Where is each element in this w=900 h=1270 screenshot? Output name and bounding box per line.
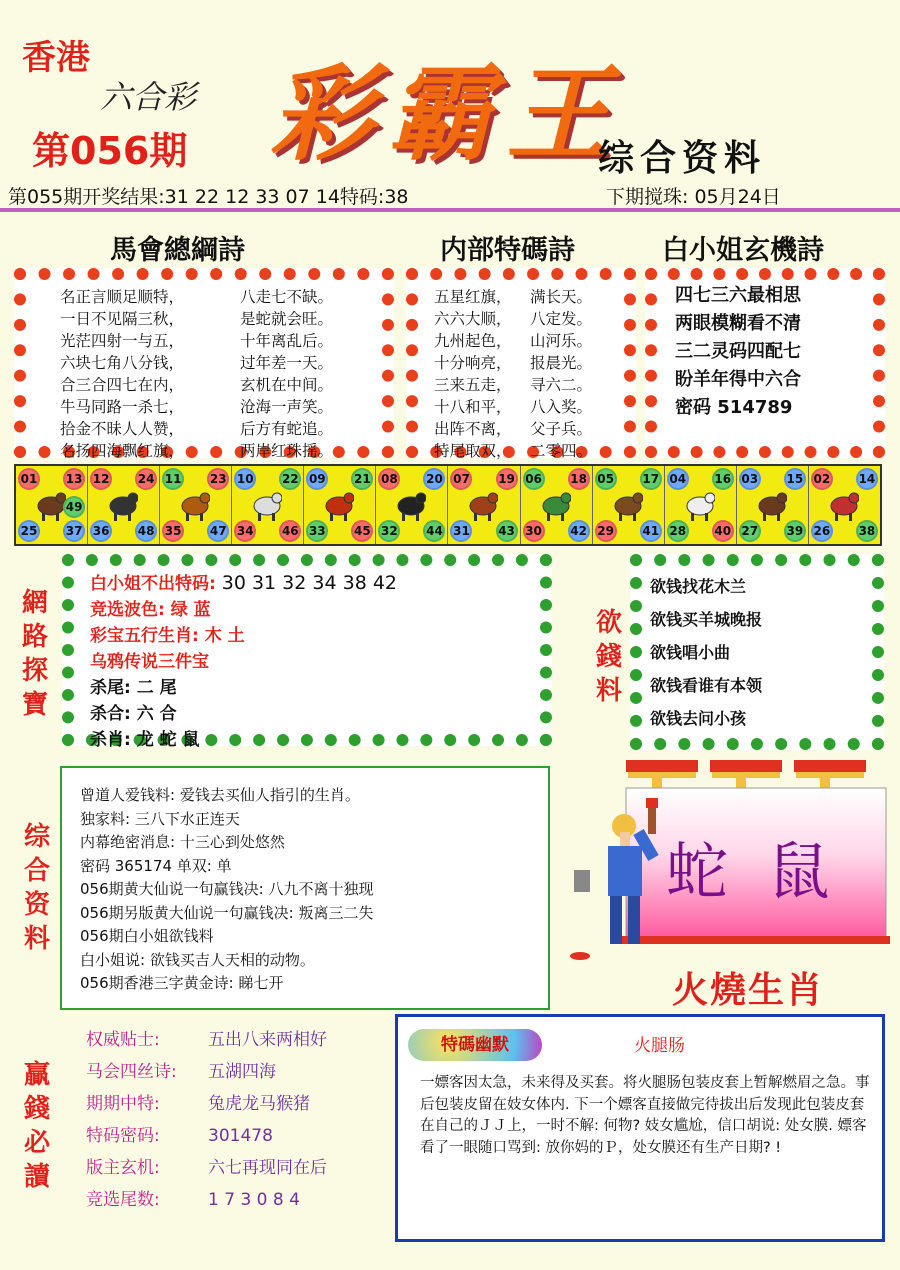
treasure-line4: 乌鸦传说三件宝 [90,652,209,672]
number-ball: 18 [568,468,590,490]
comprehensive-item: 独家料: 三八下水正连天 [80,809,240,828]
number-ball: 24 [135,468,157,490]
inner-poem-line [434,352,624,374]
zodiac-cell-monkey [593,466,665,544]
rabbit-icon [252,486,282,522]
horse-poem-left: 牛马同路一杀七， [60,398,185,416]
treasure-line1-label: 白小姐不出特码: [90,574,216,594]
horse-poem-left: 名扬四海飘红旗， [60,442,185,460]
bai-poem-box [645,268,885,458]
number-ball: 30 [523,520,545,542]
inner-poem-title: 内部特碼詩 [440,235,575,266]
horse-poem-title: 馬會總綱詩 [110,235,245,266]
money-item: 欲钱买羊城晚报 [650,610,763,629]
net-treasure-box [62,554,552,750]
horse-poem-right: 后方有蛇追。 [240,420,334,438]
number-ball: 47 [207,520,229,542]
zodiac-cell-tiger [160,466,232,544]
horse-poem-line [60,352,382,374]
number-ball: 10 [234,468,256,490]
number-ball: 20 [423,468,445,490]
horse-poem-line [60,330,382,352]
number-ball: 03 [739,468,761,490]
number-ball: 46 [279,520,301,542]
number-ball: 23 [207,468,229,490]
tiger-icon [180,486,210,522]
inner-poem-line [434,330,624,352]
dog-icon [757,486,787,522]
zodiac-cell-rooster [665,466,737,544]
money-title: 欲錢料 [595,608,622,706]
win-item [86,1120,327,1152]
zodiac-cell-ox [16,466,88,544]
horse-poem-line [60,286,382,308]
number-ball: 11 [162,468,184,490]
win-item-label: 竞选尾数: [86,1190,160,1210]
number-ball: 33 [306,520,328,542]
rat-icon [108,486,138,522]
win-item-value: 五出八来两相好 [208,1030,327,1050]
fire-zodiac-caption: 火燒生肖 [672,969,825,1011]
horse-poem-line [60,308,382,330]
number-ball: 29 [595,520,617,542]
last-result: 第055期开奖结果:31 22 12 33 07 14特码:38 [8,186,409,208]
bai-poem-line: 两眼模糊看不清 [675,313,801,334]
number-ball: 17 [640,468,662,490]
win-item-value: 六七再现同在后 [208,1158,327,1178]
inner-poem-box [406,268,636,458]
joke-badge: 特碼幽默 [408,1029,542,1061]
zodiac-cell-goat [521,466,593,544]
joke-box [395,1014,885,1242]
comprehensive-item: 056期白小姐欲钱料 [80,927,214,945]
treasure-line3: 彩宝五行生肖: 木 土 [90,626,245,646]
brand-hongkong: 香港 [22,38,90,78]
number-ball: 39 [784,520,806,542]
comprehensive-item: 内幕绝密消息: 十三心到处悠然 [80,833,285,851]
win-list [86,1024,327,1216]
win-item [86,1152,327,1184]
inner-poem-right: 八入奖。 [530,398,593,416]
inner-poem-left: 十分响亮， [434,354,512,372]
money-item: 欲钱唱小曲 [650,643,731,662]
inner-poem-left: 五星红旗， [434,288,512,306]
number-ball: 32 [378,520,400,542]
horse-poem-right: 两岸红珠摇。 [240,442,334,460]
comprehensive-item: 056期另版黄大仙说一句赢钱决: 叛离三二失 [80,903,374,922]
monkey-icon [613,486,643,522]
number-ball: 35 [162,520,184,542]
number-ball: 48 [135,520,157,542]
board-zodiac-text: 蛇 鼠 [666,835,840,908]
inner-poem-line [434,286,624,308]
treasure-line1-value: 30 31 32 34 38 42 [221,572,397,594]
number-ball: 02 [811,468,833,490]
win-must-read-title: 贏錢必讀 [23,1060,50,1192]
win-item-label: 版主玄机: [86,1158,160,1178]
win-item-label: 期期中特: [86,1094,160,1114]
zodiac-number-strip [14,464,882,546]
zodiac-cell-pig [809,466,880,544]
number-ball: 22 [279,468,301,490]
horse-poem-left: 拾金不昧人人赞， [60,420,185,438]
horse-poem-line [60,418,382,440]
comprehensive-list [62,768,548,996]
number-ball: 21 [351,468,373,490]
number-ball: 36 [90,520,112,542]
zodiac-cell-dragon [304,466,376,544]
number-ball: 19 [496,468,518,490]
treasure-line2: 竞选波色: 绿 蓝 [90,600,211,620]
inner-poem-right: 八定发。 [530,310,593,328]
number-ball: 01 [18,468,40,490]
inner-poem-right: 山河乐。 [530,332,593,350]
horse-poem-right: 八走七不缺。 [240,288,334,306]
inner-poem-right: 满长天。 [530,288,593,306]
net-treasure-title: 網路探寶 [21,588,48,720]
number-ball: 06 [523,468,545,490]
number-ball: 37 [63,520,85,542]
inner-poem-left: 三来五走， [434,376,512,394]
comprehensive-title: 综合资料 [23,822,50,954]
inner-poem-list [418,280,624,462]
bai-poem-title: 白小姐玄機詩 [662,235,824,266]
money-item: 欲钱看谁有本领 [650,676,763,695]
zodiac-cell-horse [448,466,520,544]
number-ball: 08 [378,468,400,490]
number-ball: 27 [739,520,761,542]
win-item [86,1088,327,1120]
inner-poem-line [434,308,624,330]
number-ball: 25 [18,520,40,542]
ox-icon [36,486,66,522]
horse-poem-line [60,396,382,418]
snake-icon [396,486,426,522]
number-ball: 31 [450,520,472,542]
horse-poem-left: 名正言顺足顺特， [60,288,185,306]
win-item-value: 301478 [208,1126,273,1146]
issue-number: 第056期 [32,129,188,173]
money-box [630,554,884,750]
horse-poem-right: 玄机在中间。 [240,376,334,394]
horse-poem-list [26,280,382,462]
comprehensive-box [60,766,550,1010]
number-ball: 26 [811,520,833,542]
comprehensive-item: 056期香港三字黄金诗: 睇七开 [80,974,284,992]
pig-icon [829,486,859,522]
next-draw-date: 下期搅珠: 05月24日 [606,186,781,208]
comprehensive-item: 白小姐说: 欲钱买吉人天相的动物。 [80,950,315,969]
win-item [86,1056,327,1088]
goat-icon [541,486,571,522]
number-ball: 41 [640,520,662,542]
number-ball: 13 [63,468,85,490]
treasure-line6: 杀合: 六 合 [90,704,177,724]
money-list [642,566,872,735]
horse-poem-box [14,268,394,458]
zodiac-cell-snake [376,466,448,544]
inner-poem-line [434,418,624,440]
zodiac-cell-dog [737,466,809,544]
horse-poem-right: 沧海一声笑。 [240,398,334,416]
rooster-icon [685,486,715,522]
number-ball: 16 [712,468,734,490]
inner-poem-left: 十八和平， [434,398,512,416]
win-item-label: 权威贴士: [86,1030,160,1050]
number-ball: 45 [351,520,373,542]
inner-poem-line [434,396,624,418]
inner-poem-line [434,374,624,396]
number-ball: 07 [450,468,472,490]
zodiac-cell-rabbit [232,466,304,544]
bai-poem-line: 盼羊年得中六合 [675,369,801,390]
bai-poem-line: 四七三六最相思 [675,285,801,306]
bai-poem-line: 密码 514789 [675,397,793,418]
bai-poem-line: 三二灵码四配七 [675,341,801,362]
number-ball: 15 [784,468,806,490]
horse-poem-right: 过年差一天。 [240,354,334,372]
inner-poem-left: 六六大顺， [434,310,512,328]
win-item-value: 五湖四海 [208,1062,276,1082]
comprehensive-item: 056期黄大仙说一句赢钱决: 八九不离十独现 [80,880,374,898]
win-item-label: 特码密码: [86,1126,160,1146]
joke-title: 火腿肠 [634,1036,685,1056]
dragon-icon [324,486,354,522]
page-subtitle: 综合资料 [598,137,767,179]
inner-poem-right: 寻六二。 [530,376,593,394]
win-item [86,1024,327,1056]
horse-icon [468,486,498,522]
number-ball: 09 [306,468,328,490]
inner-poem-left: 出阵不离， [434,420,512,438]
number-ball: 28 [667,520,689,542]
number-ball: 44 [423,520,445,542]
win-item-value: 1 7 3 0 8 4 [208,1190,300,1210]
number-ball: 14 [856,468,878,490]
horse-poem-right: 十年离乱后。 [240,332,334,350]
number-ball: 42 [568,520,590,542]
inner-poem-right: 父子兵。 [530,420,593,438]
win-item [86,1184,327,1216]
horse-poem-right: 是蛇就会旺。 [240,310,334,328]
horse-poem-line [60,374,382,396]
horse-poem-line [60,440,382,462]
horse-poem-left: 合三合四七在内， [60,376,185,394]
page-title: 彩霸王 [270,52,625,175]
zodiac-cell-rat [88,466,160,544]
joke-body: 一嫖客因太急，未来得及买套。将火腿肠包装皮套上暂解燃眉之急。事后包装皮留在妓女体内. 下一个嫖客直接做完待拔出后发现此包装皮套在自己的ＪＪ上，一时不解: 何物? 妓女尴尬，信口胡说: 处女膜. 嫖客看了一眼随口骂到: 放你妈的Ｐ，处女膜还有生产日期? ! [420,1075,870,1156]
inner-poem-line [434,440,624,462]
comprehensive-item: 曾道人爱钱料: 爱钱去买仙人指引的生肖。 [80,786,360,804]
inner-poem-right: 二零四。 [530,442,593,460]
comprehensive-item: 密码 365174 单双: 单 [80,856,232,875]
inner-poem-right: 报晨光。 [530,354,593,372]
horse-poem-left: 六块七角八分钱， [60,354,185,372]
number-ball: 43 [496,520,518,542]
horse-poem-left: 一日不见隔三秋， [60,310,185,328]
number-ball: 12 [90,468,112,490]
treasure-line5: 杀尾: 二 尾 [90,678,177,698]
header-divider [0,208,900,212]
number-ball: 34 [234,520,256,542]
number-ball: 05 [595,468,617,490]
number-ball: 40 [712,520,734,542]
win-item-label: 马会四丝诗: [86,1062,177,1082]
money-item: 欲钱找花木兰 [650,577,747,596]
treasure-line7: 杀肖: 龙 蛇 鼠 [90,730,200,750]
bai-poem-list [657,280,873,422]
number-ball: 38 [856,520,878,542]
number-ball: 49 [63,496,85,518]
horse-poem-left: 光茫四射一与五， [60,332,185,350]
inner-poem-left: 九州起色， [434,332,512,350]
brand-liuhecai: 六合彩 [100,78,197,116]
number-ball: 04 [667,468,689,490]
money-item: 欲钱去问小孩 [650,709,747,728]
inner-poem-left: 特尾取双， [434,442,512,460]
win-item-value: 兔虎龙马猴猪 [208,1094,310,1114]
